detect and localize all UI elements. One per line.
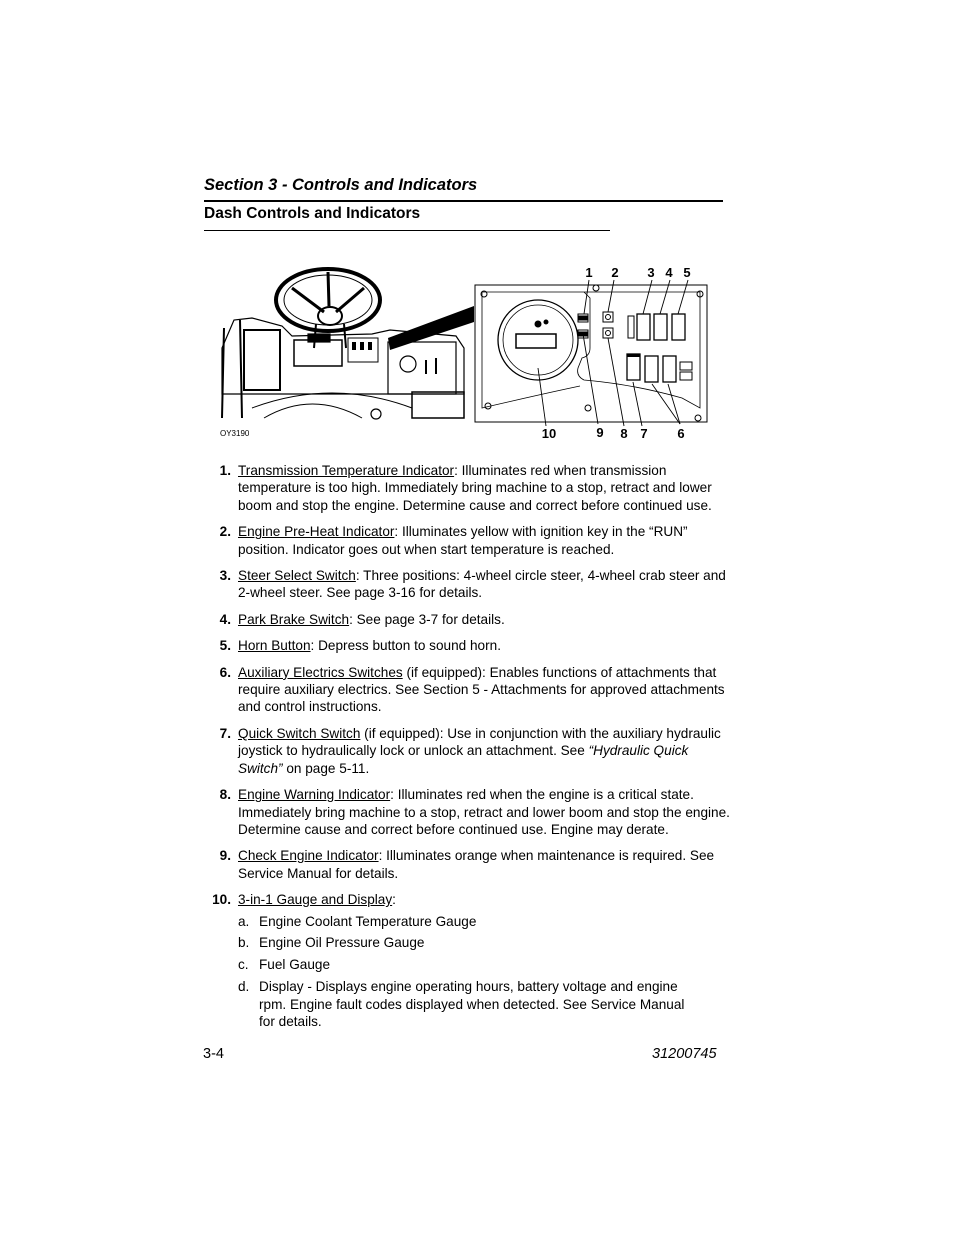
section-title: Section 3 - Controls and Indicators: [204, 176, 478, 194]
callout-3: 3: [647, 265, 655, 280]
callout-6: 6: [677, 426, 685, 441]
dash-panel-detail: [475, 280, 707, 426]
item-text: : Illuminates yellow with ignition key in the “RUN” position. Indicator goes out when start temperature is reached.: [238, 524, 688, 557]
list-item: [204, 462, 734, 514]
sub-text: Display - Displays engine operating hours, battery voltage and engine rpm. Engine fault codes displayed when detected. See Service Manual for details.: [259, 979, 685, 1030]
item-term: Engine Warning Indicator: [238, 787, 391, 803]
item-text: (if equipped): Enables functions of attachments that require auxiliary electrics. See Section 5 - Attachments for approved attachments and control instructions.: [238, 664, 725, 715]
subsection-rule: [204, 230, 610, 231]
sub-item: [238, 913, 734, 930]
item-number: 4.: [219, 611, 231, 627]
controls-list: [204, 462, 734, 1035]
item-term: Auxiliary Electrics Switches: [238, 664, 403, 680]
list-item: [204, 637, 734, 654]
item-number: 6.: [219, 664, 231, 680]
list-item: [204, 523, 734, 558]
list-item: [204, 786, 734, 838]
sub-letter: c.: [238, 957, 249, 973]
callout-4: 4: [665, 265, 673, 280]
item-term: Transmission Temperature Indicator: [238, 463, 455, 478]
sub-letter: a.: [238, 913, 250, 929]
gauge-sublist: [238, 913, 734, 1031]
item-text: (if equipped): Use in conjunction with the auxiliary hydraulic joystick to hydraulically lock or unlock an attachment. See: [238, 725, 721, 759]
callout-2: 2: [611, 265, 619, 280]
document-number: 31200745: [652, 1046, 717, 1062]
item-number: 10.: [212, 892, 231, 908]
item-number: 3.: [219, 568, 231, 584]
list-item: [204, 611, 734, 628]
item-term: Engine Pre-Heat Indicator: [238, 524, 395, 540]
item-term: Park Brake Switch: [238, 611, 350, 627]
callout-10: 10: [541, 426, 557, 441]
sub-text: Fuel Gauge: [259, 957, 331, 973]
callout-8: 8: [620, 426, 628, 441]
item-term: Steer Select Switch: [238, 568, 356, 584]
sub-letter: b.: [238, 935, 250, 951]
callout-9: 9: [596, 425, 604, 440]
dash-illustration: [212, 258, 712, 444]
item-text: : Illuminates red when transmission temperature is too high. Immediately bring machine to a stop, retract and lower boom and stop the engine. Determine cause and correct before continued use.: [238, 463, 712, 513]
item-text: : Illuminates red when the engine is a critical state. Immediately bring machine to a stop, retract and lower boom and stop the engine. Determine cause and correct before continued use. Engine may derate.: [238, 787, 730, 837]
item-text: : Depress button to sound horn.: [310, 638, 501, 654]
page-number: 3-4: [203, 1046, 224, 1062]
item-reference: “Hydraulic Quick Switch”: [238, 743, 689, 776]
callout-7: 7: [640, 426, 648, 441]
list-item: [204, 664, 734, 716]
sub-letter: d.: [238, 979, 250, 995]
sub-item: [238, 934, 734, 951]
sub-text: Engine Coolant Temperature Gauge: [259, 913, 477, 929]
item-number: 8.: [219, 787, 231, 803]
item-number: 7.: [219, 725, 231, 741]
subsection-title: Dash Controls and Indicators: [204, 205, 421, 222]
item-text: : Three positions: 4-wheel circle steer, 4-wheel crab steer and 2-wheel steer. See page 3-16 for details.: [238, 568, 726, 601]
item-term: Quick Switch Switch: [238, 725, 361, 741]
item-number: 9.: [219, 848, 231, 864]
item-number: 5.: [219, 638, 231, 654]
item-term: Check Engine Indicator: [238, 848, 379, 864]
list-item: [204, 725, 734, 777]
item-number: 2.: [219, 524, 231, 540]
callout-1: 1: [585, 265, 593, 280]
item-number: 1.: [219, 463, 231, 478]
item-text-after: on page 5-11.: [282, 760, 370, 776]
item-text: : Illuminates orange when maintenance is required. See Service Manual for details.: [238, 848, 715, 881]
sub-item: [238, 978, 734, 1030]
item-text: : See page 3-7 for details.: [349, 611, 505, 627]
list-item: [204, 847, 734, 882]
section-rule: [204, 200, 723, 202]
sub-text: Engine Oil Pressure Gauge: [259, 935, 425, 951]
item-term: Horn Button: [238, 638, 311, 654]
cab-overview-drawing: [222, 269, 474, 419]
item-text: :: [392, 892, 396, 908]
sub-item: [238, 956, 734, 973]
callout-5: 5: [683, 265, 691, 280]
item-term: 3-in-1 Gauge and Display: [238, 892, 393, 908]
list-item: [204, 567, 734, 602]
figure-id: OY3190: [220, 429, 250, 438]
list-item: [204, 891, 734, 1035]
